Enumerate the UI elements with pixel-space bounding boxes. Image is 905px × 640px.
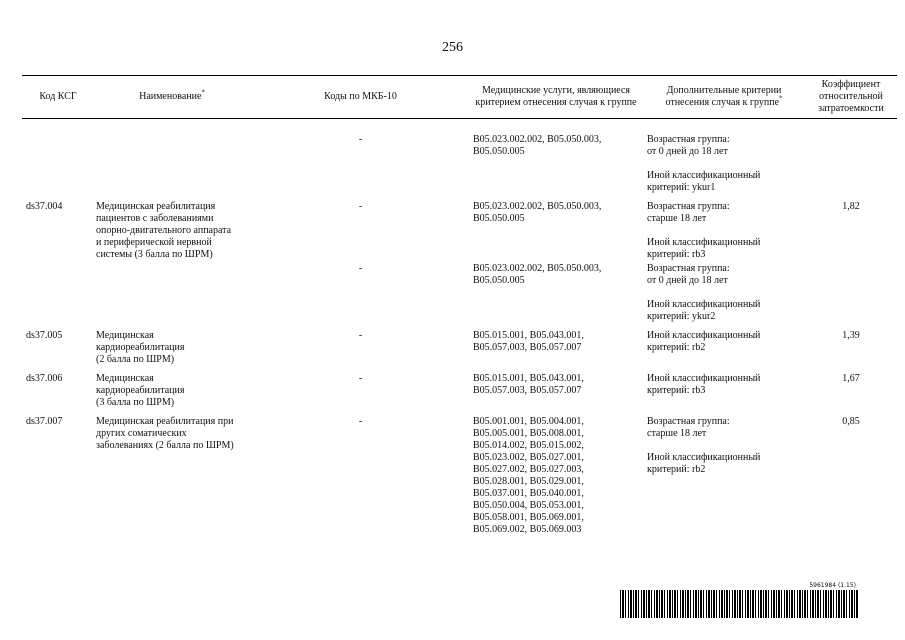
criteria-line: Иной классификационный	[647, 237, 761, 248]
ksg-name: Медицинская реабилитация при других соматических заболеваниях (2 балла по ШРМ)	[96, 416, 234, 451]
criteria-line: Иной классификационный	[647, 452, 761, 463]
table-row	[22, 261, 897, 323]
barcode-label: 5961984 (1.15)	[809, 582, 856, 589]
criteria-line: от 0 дней до 18 лет	[647, 275, 728, 286]
criteria-line: Возрастная группа:	[647, 134, 730, 145]
medical-services: B05.001.001, B05.004.001, B05.005.001, B05.008.001, B05.014.002, B05.015.002, B05.023.002, B05.027.001, B05.027.002, B05.027.003, B05.028.001, B05.029.001, B05.037.001, B05.040.001, B05.050.004, B05.053.001, B05.058.001, B05.069.001, B05.069.002, B05.069.003	[473, 416, 584, 535]
mkb-codes: -	[358, 416, 363, 427]
header-coef-text: Коэффициент относительной затратоемкости	[818, 79, 884, 114]
criteria-line: Возрастная группа:	[647, 263, 730, 274]
criteria-line: Иной классификационный	[647, 299, 761, 310]
medical-services: B05.015.001, B05.043.001, B05.057.003, B05.057.007	[473, 330, 584, 353]
header-criteria-footnote-mark: *	[779, 94, 783, 103]
additional-criteria	[643, 119, 805, 195]
header-name-text: Наименование	[139, 91, 202, 102]
criteria-line: старше 18 лет	[647, 428, 707, 439]
criteria-line: Возрастная группа:	[647, 416, 730, 427]
ksg-name: Медицинская кардиореабилитация (2 балла по ШРМ)	[96, 330, 185, 365]
criteria-line: старше 18 лет	[647, 213, 707, 224]
criteria-line: критерий: ykur1	[647, 182, 716, 193]
header-name-footnote-mark: *	[201, 88, 205, 97]
additional-criteria	[643, 323, 805, 366]
cost-coefficient: 1,67	[842, 373, 860, 384]
header-criteria	[643, 76, 805, 119]
mkb-codes: -	[358, 201, 363, 212]
criteria-line: Иной классификационный	[647, 330, 761, 341]
header-criteria-text: Дополнительные критерии отнесения случая к группе	[665, 85, 782, 108]
page-number: 256	[442, 40, 463, 55]
criteria-line: критерий: rb3	[647, 385, 706, 396]
ksg-table	[22, 75, 897, 536]
header-name	[92, 76, 252, 119]
criteria-line	[647, 225, 801, 237]
medical-services: B05.023.002.002, B05.050.003, B05.050.005	[473, 263, 602, 286]
ksg-code: ds37.007	[26, 416, 63, 427]
table-header-row	[22, 76, 897, 119]
table-row	[22, 119, 897, 195]
ksg-name: Медицинская реабилитация пациентов с заболеваниями опорно-двигательного аппарата и периферической нервной системы (3 балла по ШРМ)	[96, 201, 232, 260]
additional-criteria	[643, 366, 805, 409]
header-services-text: Медицинские услуги, являющиеся критерием отнесения случая к группе	[475, 85, 637, 108]
mkb-codes: -	[358, 134, 363, 145]
criteria-line: Возрастная группа:	[647, 201, 730, 212]
cost-coefficient	[805, 119, 897, 195]
criteria-line: критерий: rb3	[647, 249, 706, 260]
cost-coefficient: 1,82	[842, 201, 860, 212]
mkb-codes: -	[358, 263, 363, 274]
ksg-code	[22, 119, 92, 195]
header-code-text: Код КСГ	[39, 91, 77, 102]
criteria-line	[647, 158, 801, 170]
header-code	[22, 76, 92, 119]
additional-criteria	[643, 261, 805, 323]
ksg-code: ds37.005	[26, 330, 63, 341]
additional-criteria	[643, 194, 805, 261]
criteria-line	[647, 440, 801, 452]
barcode	[620, 582, 860, 618]
table-body	[22, 119, 897, 537]
table-row	[22, 194, 897, 261]
criteria-line: критерий: ykur2	[647, 311, 716, 322]
ksg-code: ds37.006	[26, 373, 63, 384]
cost-coefficient: 1,39	[842, 330, 860, 341]
criteria-line	[647, 287, 801, 299]
cost-coefficient	[805, 261, 897, 323]
medical-services: B05.023.002.002, B05.050.003, B05.050.005	[473, 134, 602, 157]
additional-criteria	[643, 409, 805, 536]
ksg-name	[92, 119, 252, 195]
criteria-line: от 0 дней до 18 лет	[647, 146, 728, 157]
table-row	[22, 366, 897, 409]
ksg-name	[92, 261, 252, 323]
header-services	[469, 76, 643, 119]
table-row	[22, 323, 897, 366]
cost-coefficient: 0,85	[842, 416, 860, 427]
criteria-line: критерий: rb2	[647, 342, 706, 353]
ksg-code: ds37.004	[26, 201, 63, 212]
barcode-bars	[620, 590, 858, 618]
medical-services: B05.023.002.002, B05.050.003, B05.050.005	[473, 201, 602, 224]
table-row	[22, 409, 897, 536]
criteria-line: критерий: rb2	[647, 464, 706, 475]
medical-services: B05.015.001, B05.043.001, B05.057.003, B05.057.007	[473, 373, 584, 396]
header-mkb-text: Коды по МКБ-10	[324, 91, 397, 102]
header-mkb	[252, 76, 469, 119]
mkb-codes: -	[358, 373, 363, 384]
ksg-name: Медицинская кардиореабилитация (3 балла по ШРМ)	[96, 373, 185, 408]
criteria-line: Иной классификационный	[647, 373, 761, 384]
mkb-codes: -	[358, 330, 363, 341]
ksg-code	[22, 261, 92, 323]
header-coef	[805, 76, 897, 119]
criteria-line: Иной классификационный	[647, 170, 761, 181]
